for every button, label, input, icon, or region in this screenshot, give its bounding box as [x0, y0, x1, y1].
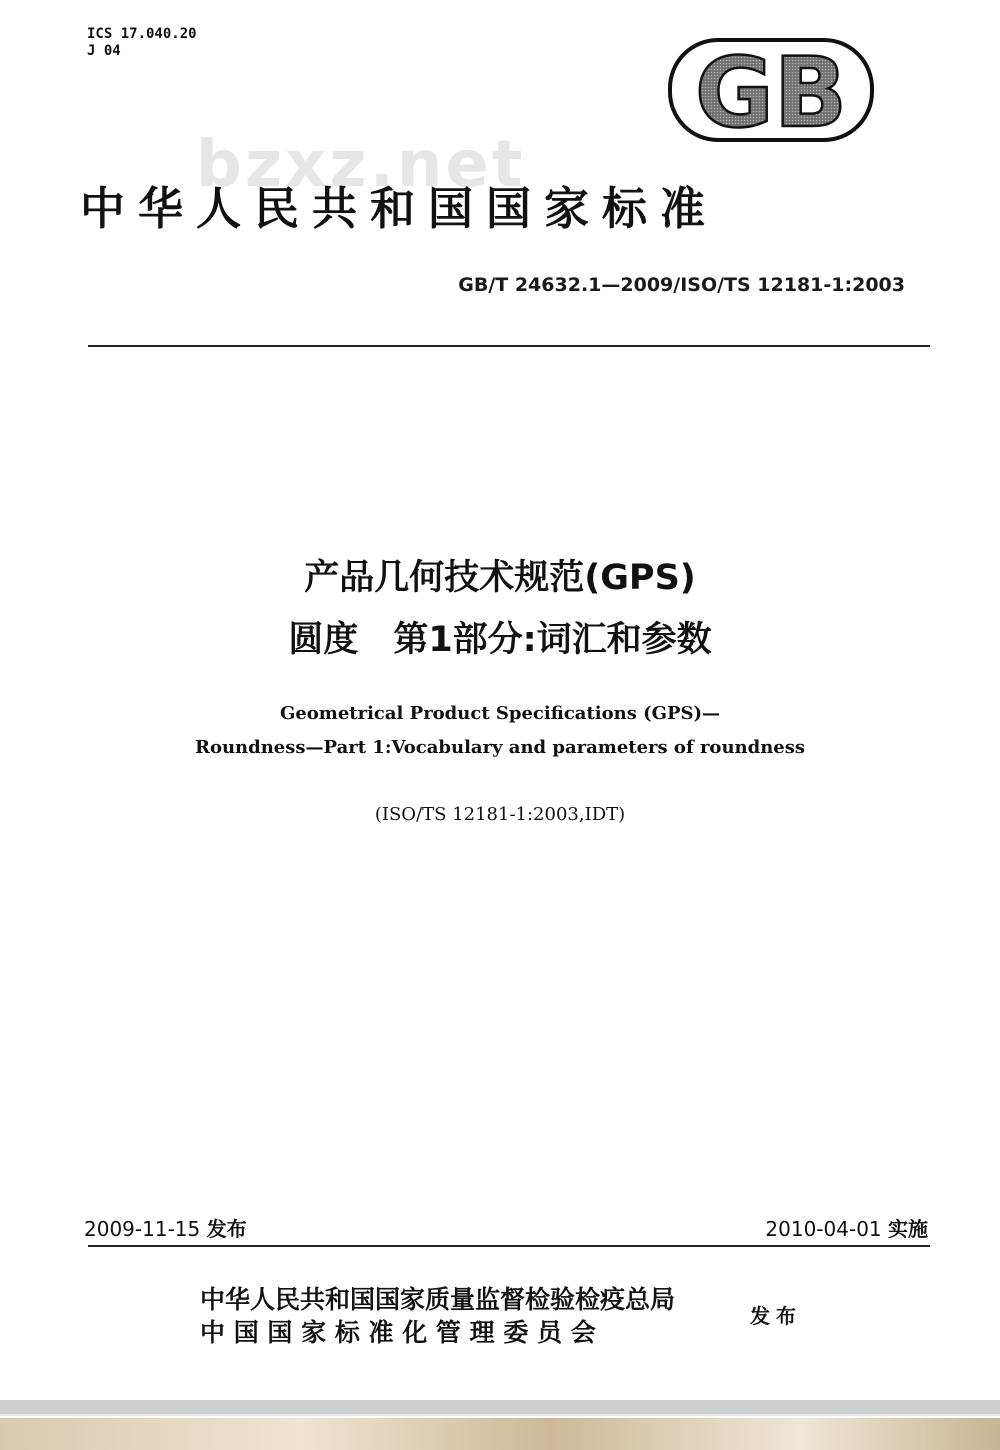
background-strip	[0, 1418, 1000, 1450]
title-zh-line2: 圆度 第1部分:词汇和参数	[288, 620, 712, 660]
classification-code: J 04	[87, 43, 121, 59]
publish-label: 发布	[750, 1304, 802, 1328]
title-en-line1: Geometrical Product Specifications (GPS)—	[279, 703, 721, 724]
footer-divider	[88, 1245, 930, 1247]
issue-label: 发布	[206, 1217, 247, 1241]
implement-date-block	[765, 1213, 928, 1242]
issuer-aqsiq: 中华人民共和国国家质量监督检验检疫总局	[200, 1285, 676, 1314]
issuer-sac: 中 国 国 家 标 准 化 管 理 委 员 会	[200, 1318, 596, 1347]
gb-logo-text: GB	[695, 38, 847, 142]
ics-block	[87, 26, 197, 60]
standard-number: GB/T 24632.1—2009/ISO/TS 12181-1:2003	[458, 274, 905, 296]
header-divider	[88, 345, 930, 347]
title-en-line2: Roundness—Part 1:Vocabulary and parameters of roundness	[194, 737, 806, 758]
issue-date: 2009-11-15	[84, 1217, 201, 1241]
title-zh-line1: 产品几何技术规范(GPS)	[304, 558, 696, 598]
national-standard-title: 中华人民共和国国家标准	[80, 182, 719, 235]
ics-code: ICS 17.040.20	[87, 26, 197, 42]
equivalence-note: (ISO/TS 12181-1:2003,IDT)	[374, 804, 626, 825]
issue-date-block	[84, 1213, 247, 1242]
gb-logo	[668, 38, 874, 142]
watermark: bzxz.net	[196, 128, 526, 202]
implement-label: 实施	[888, 1217, 928, 1241]
implement-date: 2010-04-01	[765, 1217, 882, 1241]
